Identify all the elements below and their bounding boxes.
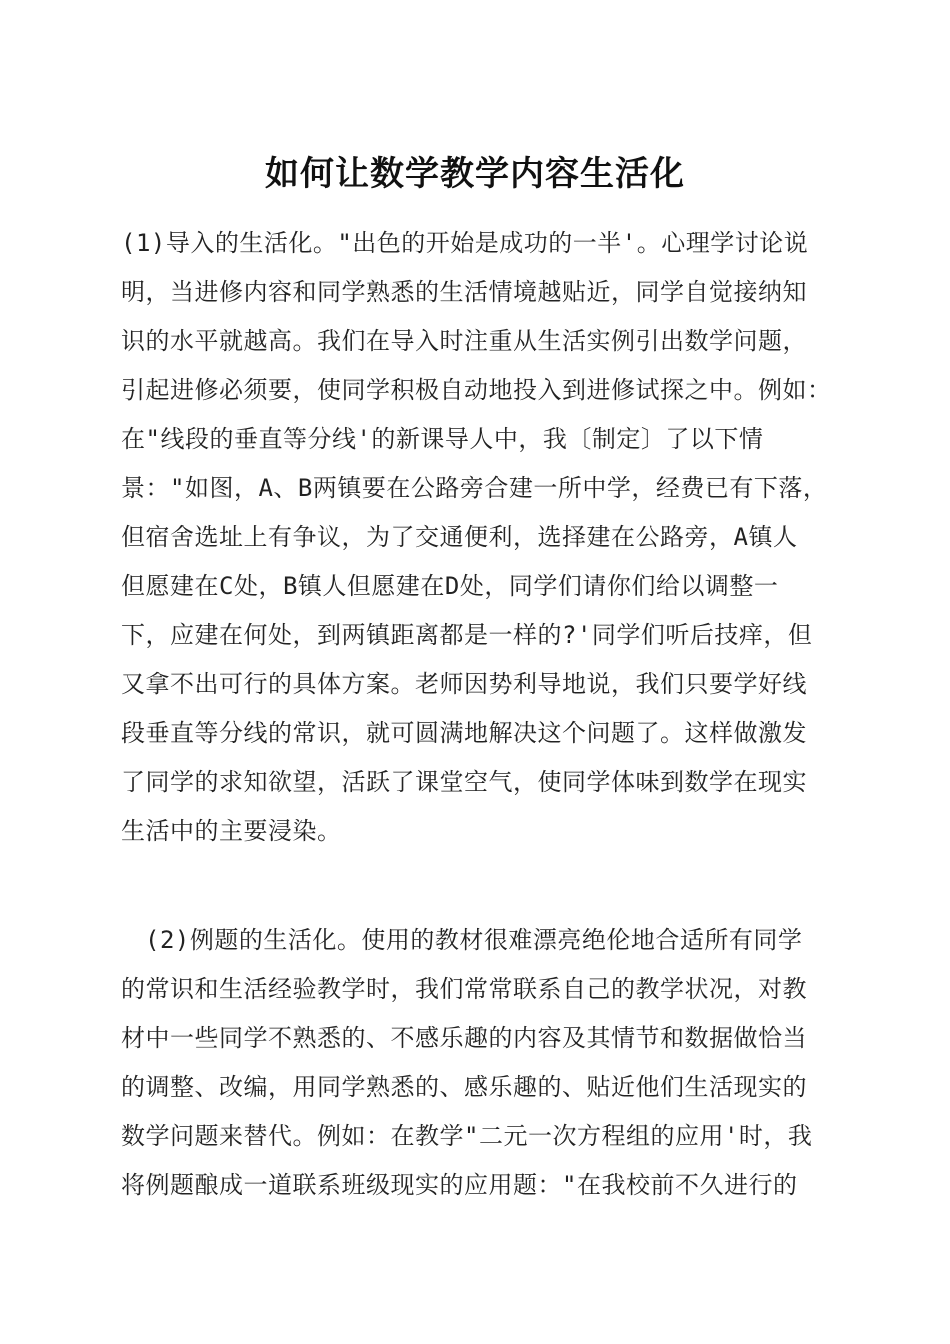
paragraph-line: 景："如图，A、B两镇要在公路旁合建一所中学，经费已有下落， (121, 474, 828, 502)
paragraph-line: (2)例题的生活化。使用的教材很难漂亮绝伦地合适所有同学 (145, 926, 803, 954)
paragraph-line: 的调整、改编，用同学熟悉的、感乐趣的、贴近他们生活现实的 (121, 1073, 807, 1101)
paragraph-line: 了同学的求知欲望，活跃了课堂空气，使同学体味到数学在现实 (121, 768, 807, 796)
paragraph-line: 段垂直等分线的常识，就可圆满地解决这个问题了。这样做激发 (121, 719, 807, 747)
paragraph-line: 在"线段的垂直等分线'的新课导人中，我〔制定〕了以下情 (121, 425, 764, 453)
paragraph-line: 但宿舍选址上有争议，为了交通便利，选择建在公路旁，A镇人 (121, 523, 798, 551)
paragraph-line: 材中一些同学不熟悉的、不感乐趣的内容及其情节和数据做恰当 (121, 1024, 807, 1052)
paragraph-line: 的常识和生活经验教学时，我们常常联系自己的教学状况，对教 (121, 975, 807, 1003)
paragraph-line: (1)导入的生活化。"出色的开始是成功的一半'。心理学讨论说 (121, 229, 809, 257)
paragraph-line: 下，应建在何处，到两镇距离都是一样的?'同学们听后技痒，但 (121, 621, 813, 649)
paragraph-line: 但愿建在C处，B镇人但愿建在D处，同学们请你们给以调整一 (121, 572, 779, 600)
paragraph-line: 数学问题来替代。例如：在教学"二元一次方程组的应用'时，我 (121, 1122, 813, 1150)
paragraph-line: 明，当进修内容和同学熟悉的生活情境越贴近，同学自觉接纳知 (121, 278, 807, 306)
paragraph-line: 又拿不出可行的具体方案。老师因势利导地说，我们只要学好线 (121, 670, 807, 698)
paragraph-line: 生活中的主要浸染。 (121, 817, 342, 845)
document-title: 如何让数学教学内容生活化 (265, 154, 685, 194)
paragraph-line: 引起进修必须要，使同学积极自动地投入到进修试探之中。例如： (121, 376, 832, 404)
paragraph-line: 将例题酿成一道联系班级现实的应用题："在我校前不久进行的 (121, 1171, 798, 1199)
paragraph-line: 识的水平就越高。我们在导入时注重从生活实例引出数学问题， (121, 327, 807, 355)
